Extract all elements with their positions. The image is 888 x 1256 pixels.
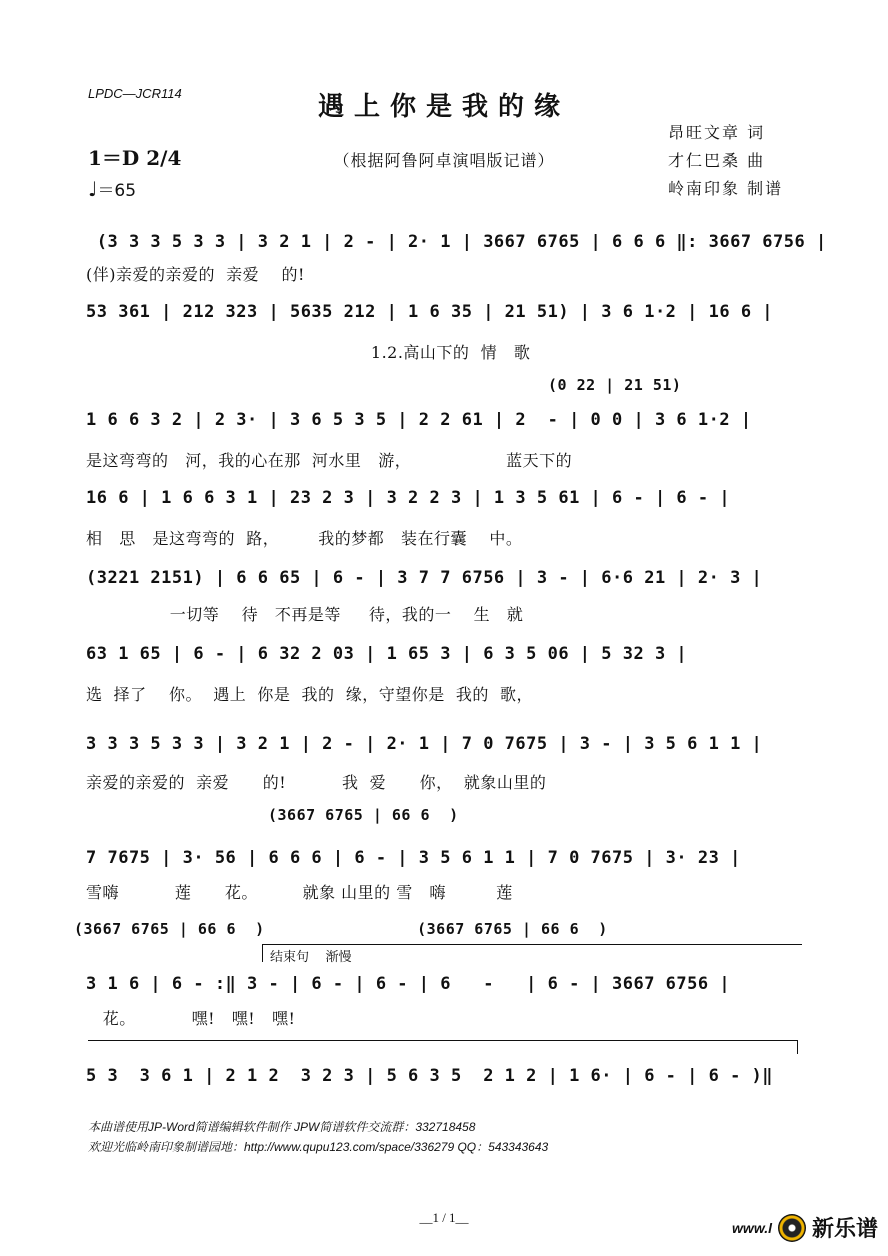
song-subtitle: （根据阿鲁阿卓演唱版记谱） (333, 151, 555, 170)
volta-bracket (262, 944, 802, 945)
score-row-5-lyric: 一切等 待 不再是等 待，我的一 生 就 (86, 605, 524, 624)
score-row-2-lyric: 1.2.高山下的 情 歌 (86, 343, 531, 362)
score-code: LPDC—JCR114 (88, 86, 182, 101)
footer-website-note: 欢迎光临岭南印象制谱园地：http://www.qupu123.com/space/336279 QQ：543343643 (88, 1140, 549, 1154)
score-row-10-notes: 5 3 3 6 1 | 2 1 2 3 2 3 | 5 6 3 5 2 1 2 | 1 6· | 6 - | 6 - )‖ (86, 1066, 774, 1086)
arranger-credit: 岭南印象 制谱 (668, 179, 784, 198)
volta-bracket-edge (262, 944, 263, 962)
score-row-4-notes: 16 6 | 1 6 6 3 1 | 23 2 3 | 3 2 2 3 | 1 3 5 61 | 6 - | 6 - | (86, 488, 731, 508)
score-row-6-notes: 63 1 65 | 6 - | 6 32 2 03 | 1 65 3 | 6 3 5 06 | 5 32 3 | (86, 644, 688, 664)
score-row-5-notes: (3221 2151) | 6 6 65 | 6 - | 3 7 7 6756 | 3 - | 6·6 21 | 2· 3 | (86, 568, 763, 588)
score-row-1-lyric: (伴)亲爱的亲爱的 亲爱 的! (86, 265, 305, 284)
composer-credit: 才仁巴桑 曲 (668, 151, 766, 170)
vinyl-disc-icon (778, 1214, 806, 1242)
score-row-3-lyric: 是这弯弯的 河，我的心在那 河水里 游， 蓝天下的 (86, 451, 573, 470)
volta-label: 结束句 渐慢 (270, 950, 352, 965)
brand-url: www.l (732, 1219, 772, 1236)
score-row-3-intro: (0 22 | 21 51) (548, 376, 682, 394)
score-row-4-lyric: 相 思 是这弯弯的 路， 我的梦都 装在行囊 中。 (86, 529, 523, 548)
brand-name: 新乐谱 (811, 1217, 878, 1242)
score-row-3-notes: 1 6 6 3 2 | 2 3· | 3 6 5 3 5 | 2 2 61 | 2 - | 0 0 | 3 6 1·2 | (86, 410, 752, 430)
quarter-note-icon: ♩ (88, 177, 98, 201)
tempo-marking (88, 176, 136, 201)
score-row-6-lyric: 选 择了 你。 遇上 你是 我的 缘，守望你是 我的 歌， (86, 685, 534, 704)
volta-bracket-2-edge (797, 1040, 798, 1054)
score-row-9-notes: 3 1 6 | 6 - :‖ 3 - | 6 - | 6 - | 6 - | 6 - | 3667 6756 | (86, 974, 731, 994)
score-row-8-lyric: 雪嗨 莲 花。 就象 山里的 雪 嗨 莲 (86, 883, 513, 902)
song-title: 遇上你是我的缘 (317, 92, 570, 122)
brand-watermark (732, 1212, 878, 1243)
page-number: __1 / 1__ (419, 1210, 469, 1225)
score-row-7-notes: 3 3 3 5 3 3 | 3 2 1 | 2 - | 2· 1 | 7 0 7675 | 3 - | 3 5 6 1 1 | (86, 734, 763, 754)
score-row-9-lyric: 花。 嘿! 嘿! 嘿! (86, 1009, 296, 1028)
score-row-1-notes: (3 3 3 5 3 3 | 3 2 1 | 2 - | 2· 1 | 3667 6765 | 6 6 6 ‖: 3667 6756 | (86, 232, 827, 252)
score-row-9-intro: (3667 6765 | 66 6 ) (3667 6765 | 66 6 ) (74, 920, 608, 938)
volta-bracket-2 (88, 1040, 798, 1041)
footer-software-note: 本曲谱使用JP-Word简谱编辑软件制作 JPW简谱软件交流群：332718458 (88, 1120, 476, 1134)
lyricist-credit: 昂旺文章 词 (668, 123, 766, 142)
key-signature: 1＝D 2/4 (88, 146, 182, 170)
score-row-8-notes: 7 7675 | 3· 56 | 6 6 6 | 6 - | 3 5 6 1 1 | 7 0 7675 | 3· 23 | (86, 848, 741, 868)
tempo-value: ＝65 (97, 181, 137, 201)
score-row-7-lyric: 亲爱的亲爱的 亲爱 的! 我 爱 你， 就象山里的 (86, 773, 547, 792)
score-row-2-notes: 53 361 | 212 323 | 5635 212 | 1 6 35 | 21 51) | 3 6 1·2 | 16 6 | (86, 302, 774, 322)
score-row-8-intro: (3667 6765 | 66 6 ) (268, 806, 459, 824)
